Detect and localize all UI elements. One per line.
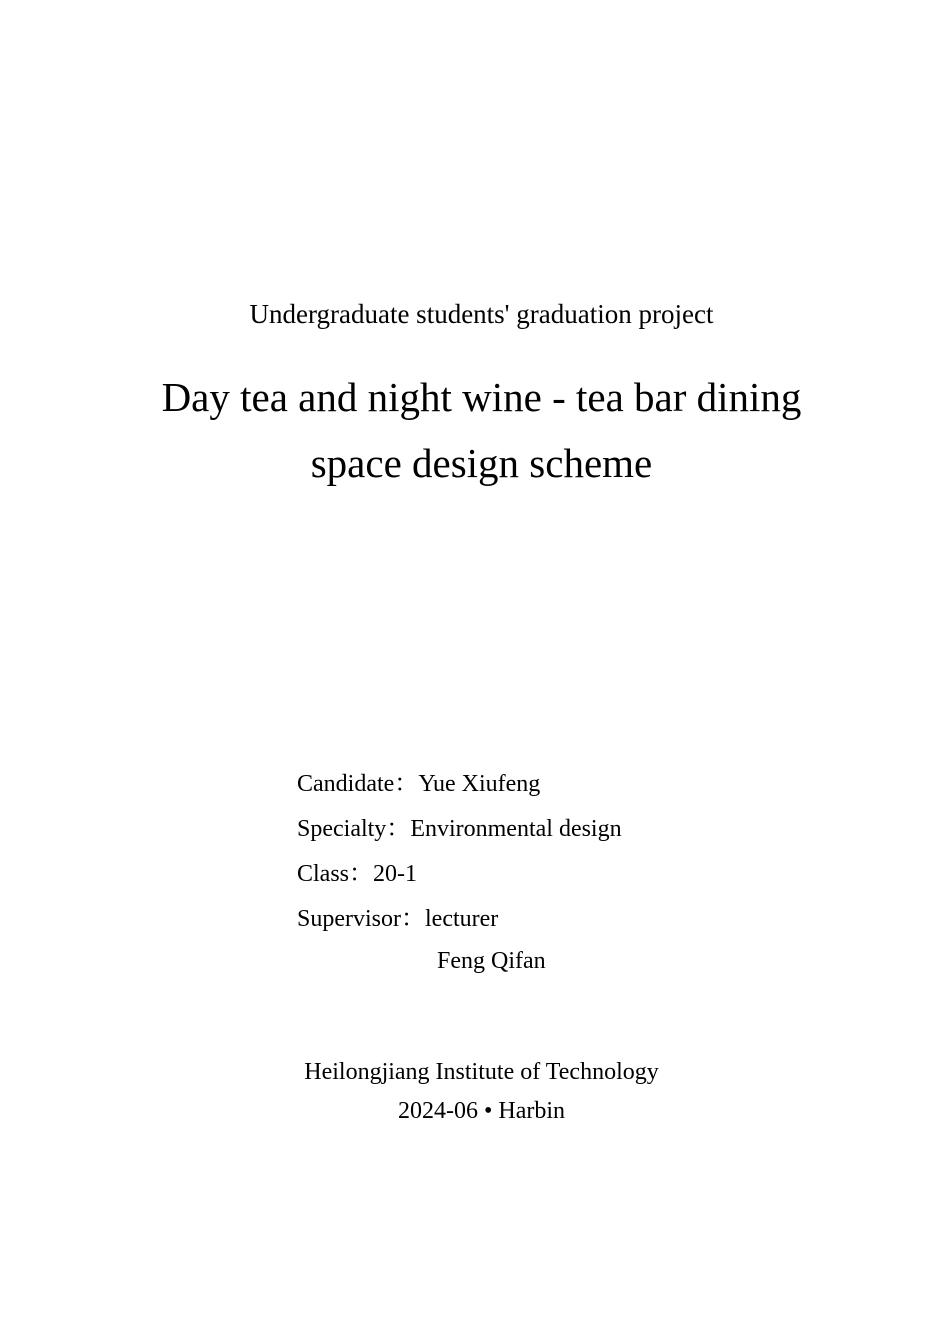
class-label: Class：: [297, 861, 374, 887]
supervisor-title: lecturer: [425, 906, 499, 932]
supervisor-label: Supervisor：: [297, 906, 425, 932]
institution-footer: [0, 1053, 950, 1131]
specialty-label: Specialty：: [297, 816, 411, 842]
class-row: [297, 852, 622, 897]
supervisor-row: [297, 897, 622, 942]
project-title-line-1: Day tea and night wine - tea bar dining: [161, 374, 802, 420]
institution-name: Heilongjiang Institute of Technology: [304, 1059, 659, 1085]
author-info-block: [297, 762, 622, 982]
candidate-label: Candidate：: [297, 771, 419, 797]
project-title-line-2: space design scheme: [310, 440, 653, 486]
candidate-row: [297, 762, 622, 807]
project-type-subtitle: Undergraduate students' graduation project: [249, 299, 714, 329]
date-and-place: 2024-06 • Harbin: [397, 1098, 566, 1124]
specialty-row: [297, 807, 622, 852]
project-title: [0, 364, 950, 496]
specialty-value: Environmental design: [410, 816, 622, 842]
supervisor-name: Feng Qifan: [437, 948, 546, 974]
candidate-value: Yue Xiufeng: [418, 771, 541, 797]
class-value: 20-1: [373, 861, 418, 887]
